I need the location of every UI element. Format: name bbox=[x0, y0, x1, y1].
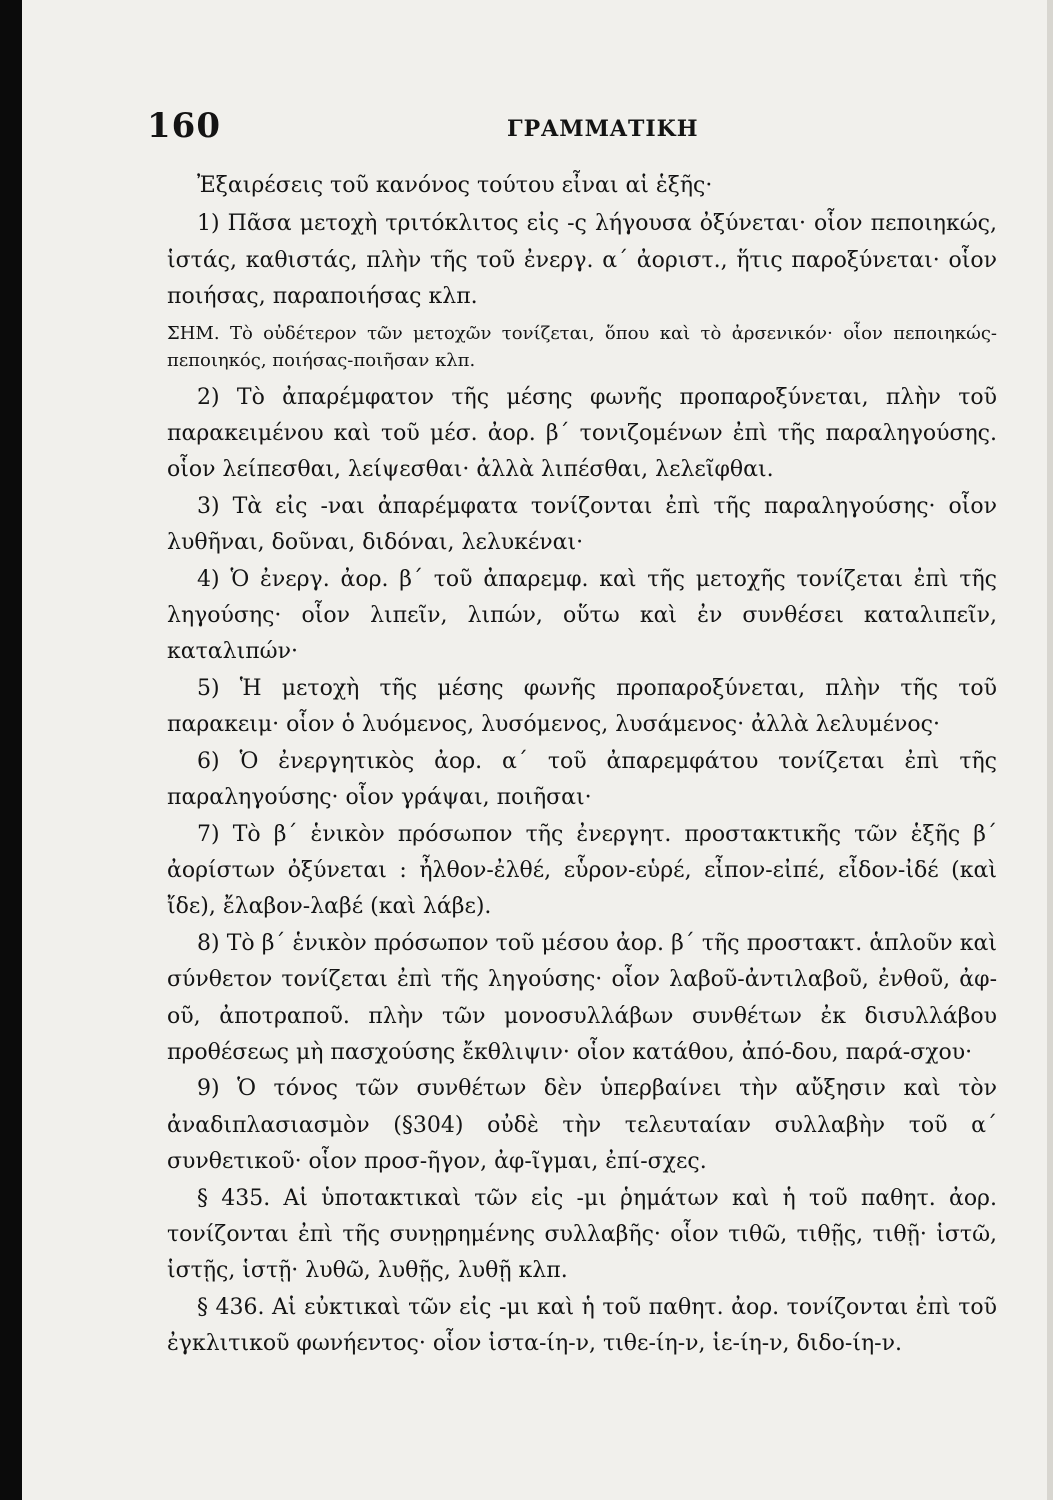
rule-3: 3) Τὰ εἰς -ναι ἀπαρέμφατα τονίζονται ἐπὶ τῆς παραληγούσης· οἷον λυθῆναι, δοῦναι, διδόναι, λελυκέναι· bbox=[167, 493, 997, 556]
rule-7: 7) Τὸ β´ ἑνικὸν πρόσωπον τῆς ἐνεργητ. προστακτικῆς τῶν ἑξῆς β´ ἀορίστων ὀξύνεται : ἦλθον-ἐλθέ, εὗρον-εὑρέ, εἶπον-εἰπέ, εἶδον-ἰδέ (καὶ ἴδε), ἔλαβον-λαβέ (καὶ λάβε). bbox=[167, 821, 997, 920]
rule-2: 2) Τὸ ἀπαρέμφατον τῆς μέσης φωνῆς προπαροξύνεται, πλὴν τοῦ παρακειμένου καὶ τοῦ μέσ. ἀορ. β´ τονιζομένων ἐπὶ τῆς παραληγούσης. οἷον λείπεσθαι, λείψεσθαι· ἀλλὰ λιπέσθαι, λελεῖφθαι. bbox=[167, 384, 997, 483]
rule-5: 5) Ἡ μετοχὴ τῆς μέσης φωνῆς προπαροξύνεται, πλὴν τῆς τοῦ παρακειμ· οἷον ὁ λυόμενος, λυσόμενος, λυσάμενος· ἀλλὰ λελυμένος· bbox=[167, 675, 997, 738]
page-number: 160 bbox=[147, 106, 221, 146]
rule-4: 4) Ὁ ἐνεργ. ἀορ. β´ τοῦ ἀπαρεμφ. καὶ τῆς μετοχῆς τονίζεται ἐπὶ τῆς ληγούσης· οἷον λιπεῖν, λιπών, οὕτω καὶ ἐν συνθέσει καταλιπεῖν, καταλιπών· bbox=[167, 566, 997, 665]
rule-8: 8) Τὸ β´ ἑνικὸν πρόσωπον τοῦ μέσου ἀορ. β´ τῆς προστακτ. ἁπλοῦν καὶ σύνθετον τονίζεται ἐπὶ τῆς ληγούσης· οἷον λαβοῦ-ἀντιλαβοῦ, ἐνθοῦ, ἀφ-οῦ, ἀποτραποῦ. πλὴν τῶν μονοσυλλάβων συνθέτων ἐκ δισυλλάβου προθέσεως μὴ πασχούσης ἔκθλιψιν· οἷον κατάθου, ἀπό-δου, παρά-σχου· bbox=[167, 930, 997, 1065]
rule-6: 6) Ὁ ἐνεργητικὸς ἀορ. α´ τοῦ ἀπαρεμφάτου τονίζεται ἐπὶ τῆς παραληγούσης· οἷον γράψαι, ποιῆσαι· bbox=[167, 748, 997, 811]
section-435: § 435. Αἱ ὑποτακτικαὶ τῶν εἰς -μι ῥημάτων καὶ ἡ τοῦ παθητ. ἀορ. τονίζονται ἐπὶ τῆς συνῃρημένης συλλαβῆς· οἷον τιθῶ, τιθῇς, τιθῇ· ἱστῶ, ἱστῇς, ἱστῇ· λυθῶ, λυθῇς, λυθῇ κλπ. bbox=[167, 1185, 997, 1284]
rule-9: 9) Ὁ τόνος τῶν συνθέτων δὲν ὑπερβαίνει τὴν αὔξησιν καὶ τὸν ἀναδιπλασιασμὸν (§304) οὐδὲ τὴν τελευταίαν συλλαβὴν τοῦ α´ συνθετικοῦ· οἷον προσ-ῆγον, ἀφ-ῖγμαι, ἐπί-σχες. bbox=[167, 1076, 997, 1175]
running-head: ΓΡΑΜΜΑΤΙΚΗ bbox=[507, 116, 699, 142]
note-neuter-participles: ΣΗΜ. Τὸ οὐδέτερον τῶν μετοχῶν τονίζεται, ὅπου καὶ τὸ ἀρσενικόν· οἷον πεποιηκώς-πεποιηκός, ποιήσας-ποιῆσαν κλπ. bbox=[167, 322, 997, 371]
rule-1: 1) Πᾶσα μετοχὴ τριτόκλιτος εἰς -ς λήγουσα ὀξύνεται· οἷον πεποιηκώς, ἱστάς, καθιστάς, πλὴν τῆς τοῦ ἐνεργ. α´ ἀοριστ., ἥτις παροξύνεται· οἷον ποιήσας, παραποιήσας κλπ. bbox=[167, 211, 997, 310]
body-text bbox=[167, 168, 997, 1363]
page-header bbox=[147, 106, 977, 146]
section-436: § 436. Αἱ εὐκτικαὶ τῶν εἰς -μι καὶ ἡ τοῦ παθητ. ἀορ. τονίζονται ἐπὶ τοῦ ἐγκλιτικοῦ φωνήεντος· οἷον ἱστα-ίη-ν, τιθε-ίη-ν, ἱε-ίη-ν, διδο-ίη-ν. bbox=[167, 1294, 997, 1357]
paragraph-intro: Ἐξαιρέσεις τοῦ κανόνος τούτου εἶναι αἱ ἑξῆς· bbox=[197, 173, 713, 198]
